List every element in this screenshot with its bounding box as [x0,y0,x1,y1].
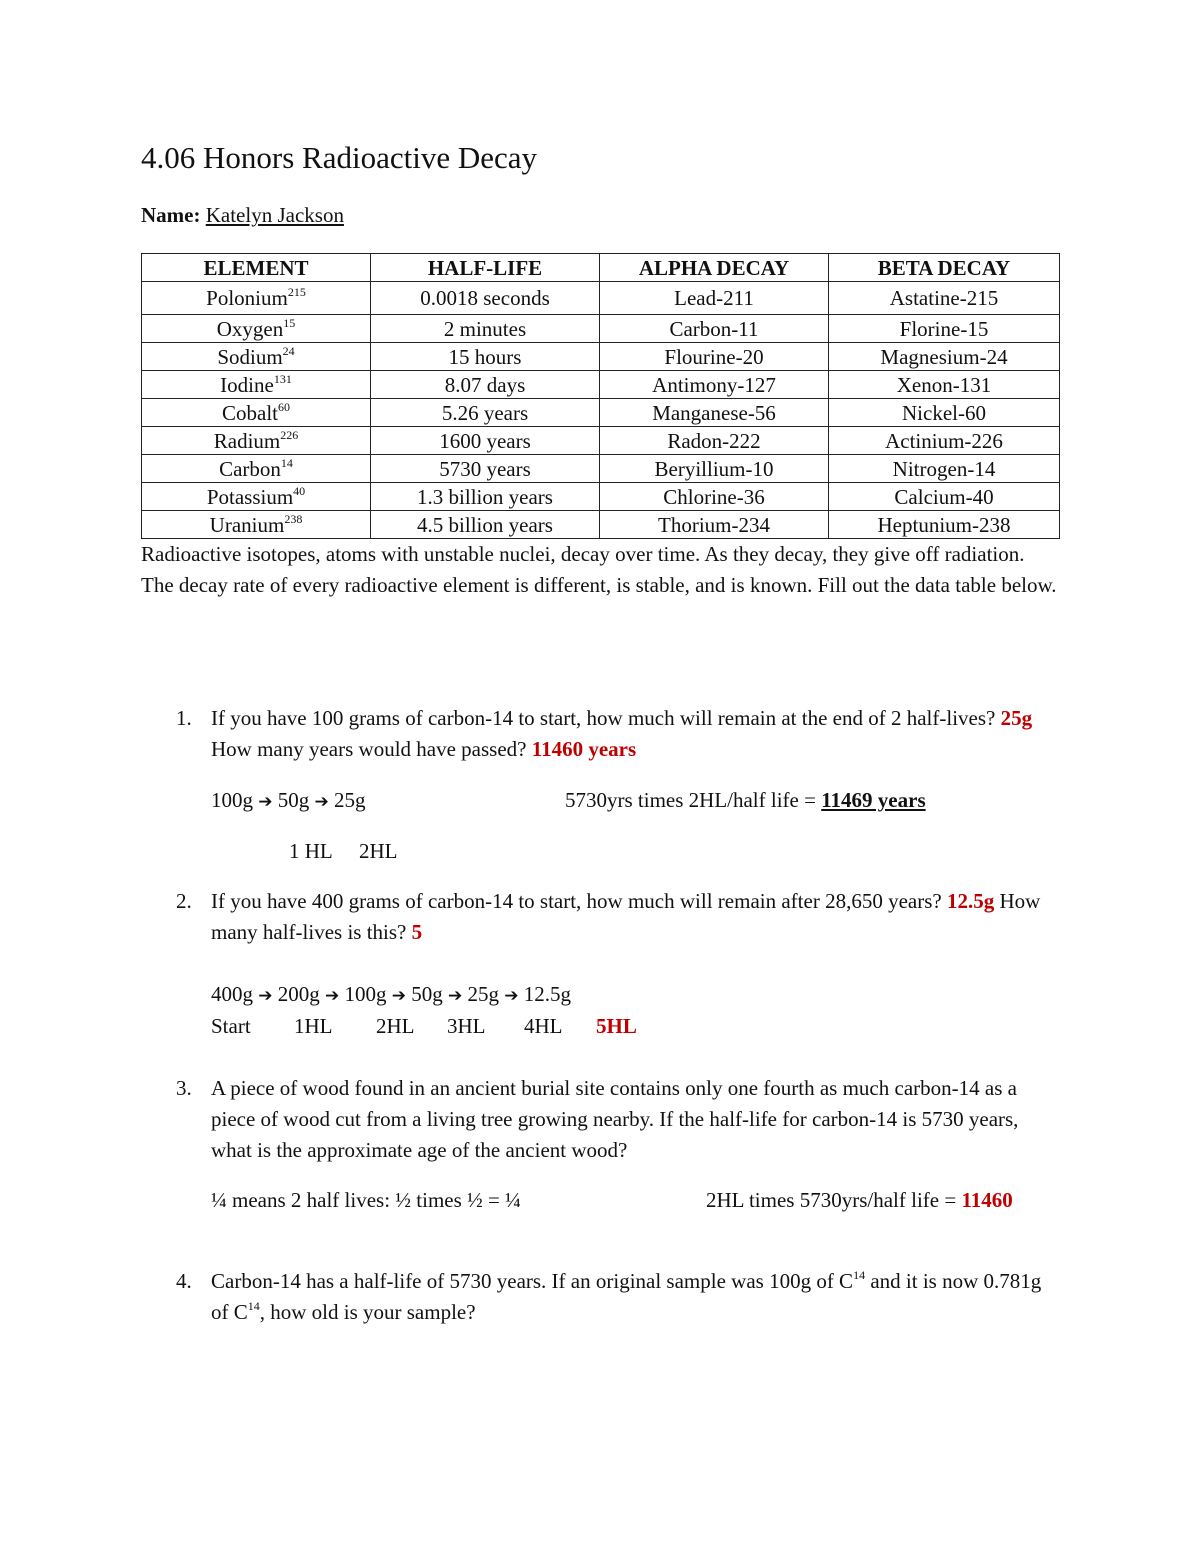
half-life-cell: 1600 years [371,427,600,455]
half-life-cell: 0.0018 seconds [371,282,600,315]
question-text: If you have 400 grams of carbon-14 to start, how much will remain after 28,650 years? [211,889,942,913]
table-row [142,343,1060,371]
header-element: ELEMENT [142,254,371,282]
superscript: 14 [247,1299,260,1313]
name-label: Name: [141,203,201,227]
element-cell [142,282,371,315]
mass-step: 25g [334,788,366,812]
half-life-cell: 8.07 days [371,371,600,399]
table-row [142,282,1060,315]
question-number: 4. [176,1269,192,1293]
student-name: Katelyn Jackson [205,203,344,227]
mass-step: 50g [411,982,443,1006]
half-life-cell: 4.5 billion years [371,511,600,539]
table-body [142,282,1060,539]
table-header-row [142,254,1060,282]
beta-decay-cell: Magnesium-24 [829,343,1060,371]
mass-number: 131 [273,371,292,386]
table-row [142,427,1060,455]
hl-label: Start [211,1014,251,1038]
beta-decay-cell: Xenon-131 [829,371,1060,399]
arrow-icon: ➔ [504,986,519,1006]
question-text: Carbon-14 has a half-life of 5730 years. If an original sample was 100g of C [211,1269,854,1293]
beta-decay-cell: Calcium-40 [829,483,1060,511]
element-name: Oxygen [216,316,284,341]
hl-label: 1 HL [289,839,333,863]
mass-number: 14 [280,455,293,470]
calculation-1 [565,785,926,816]
decay-table [141,253,1060,539]
beta-decay-cell: Astatine-215 [829,282,1060,315]
decay-chain-2 [211,979,571,1012]
work-right [706,1185,1013,1216]
element-cell [142,315,371,343]
superscript: 14 [853,1268,866,1282]
mass-number: 24 [282,343,295,358]
calc-answer: 11460 [961,1188,1013,1212]
alpha-decay-cell: Thorium-234 [600,511,829,539]
question-text: How many years would have passed? [211,737,527,761]
arrow-icon: ➔ [391,986,406,1006]
element-cell [142,427,371,455]
alpha-decay-cell: Carbon-11 [600,315,829,343]
element-cell [142,399,371,427]
mass-number: 40 [293,483,306,498]
half-life-cell: 5730 years [371,455,600,483]
question-text: How many half-lives is this? [211,889,1041,944]
half-life-cell: 5.26 years [371,399,600,427]
element-name: Uranium [209,512,285,537]
mass-step: 12.5g [523,982,571,1006]
beta-decay-cell: Florine-15 [829,315,1060,343]
hl-label: 2HL [359,839,398,863]
question-number: 3. [176,1076,192,1100]
alpha-decay-cell: Chlorine-36 [600,483,829,511]
alpha-decay-cell: Lead-211 [600,282,829,315]
alpha-decay-cell: Antimony-127 [600,371,829,399]
header-beta-decay: BETA DECAY [829,254,1060,282]
beta-decay-cell: Nitrogen-14 [829,455,1060,483]
half-life-cell: 2 minutes [371,315,600,343]
intro-paragraph: Radioactive isotopes, atoms with unstable nuclei, decay over time. As they decay, they give off radiation. The decay rate of every radioactive element is different, is stable, and is known. Fill out the data table below. [141,542,1057,597]
alpha-decay-cell: Beryillium-10 [600,455,829,483]
header-half-life: HALF-LIFE [371,254,600,282]
element-name: Carbon [219,456,281,481]
mass-number: 215 [287,285,306,299]
question-number: 1. [176,706,192,730]
question-3: A piece of wood found in an ancient burial site contains only one fourth as much carbon-14 as a piece of wood cut from a living tree growing nearby. If the half-life for carbon-14 is 5730 years, what is the approximate age of the ancient wood? [211,1076,1019,1162]
arrow-icon: ➔ [258,792,273,812]
element-cell [142,343,371,371]
arrow-icon: ➔ [258,986,273,1006]
question-text: If you have 100 grams of carbon-14 to start, how much will remain at the end of 2 half-lives? [211,706,996,730]
hl-label: 3HL [447,1014,486,1038]
name-line [141,203,344,228]
mass-step: 100g [344,982,387,1006]
table-row [142,399,1060,427]
arrow-icon: ➔ [314,792,329,812]
table-row [142,511,1060,539]
hl-label: 2HL [376,1014,415,1038]
half-life-cell: 15 hours [371,343,600,371]
element-name: Iodine [220,372,274,397]
element-name: Potassium [206,484,294,509]
alpha-decay-cell: Flourine-20 [600,343,829,371]
table-row [142,315,1060,343]
element-name: Cobalt [222,400,278,425]
work-left: ¼ means 2 half lives: ½ times ½ = ¼ [211,1188,521,1212]
mass-step: 25g [467,982,499,1006]
mass-number: 60 [278,399,290,414]
element-cell [142,455,371,483]
beta-decay-cell: Heptunium-238 [829,511,1060,539]
mass-step: 200g [277,982,320,1006]
hl-label: 4HL [524,1014,563,1038]
hl-label-answer: 5HL [596,1014,637,1038]
question-text: and it is now 0.781g of C [211,1269,1042,1324]
element-name: Sodium [217,344,283,369]
mass-step: 400g [211,982,253,1006]
question-4 [211,1266,1051,1328]
half-life-cell: 1.3 billion years [371,483,600,511]
mass-step: 50g [277,788,310,812]
table-row [142,483,1060,511]
beta-decay-cell: Actinium-226 [829,427,1060,455]
question-text: , how old is your sample? [259,1300,476,1324]
table-row [142,455,1060,483]
alpha-decay-cell: Radon-222 [600,427,829,455]
decay-chain-1 [211,785,366,818]
answer: 5 [411,920,423,944]
alpha-decay-cell: Manganese-56 [600,399,829,427]
arrow-icon: ➔ [448,986,463,1006]
arrow-icon: ➔ [325,986,340,1006]
question-1 [211,703,1051,765]
mass-step: 100g [211,788,253,812]
calc-answer: 11469 years [821,788,926,812]
question-2 [211,886,1051,948]
element-cell [142,371,371,399]
hl-label: 1HL [294,1014,333,1038]
header-alpha-decay: ALPHA DECAY [600,254,829,282]
question-number: 2. [176,889,192,913]
calc-text: 5730yrs times 2HL/half life = [565,788,822,812]
element-cell [142,511,371,539]
mass-number: 238 [284,511,303,526]
beta-decay-cell: Nickel-60 [829,399,1060,427]
element-name: Polonium [206,286,288,310]
element-name: Radium [213,428,281,453]
table-row [142,371,1060,399]
answer: 12.5g [946,889,995,913]
mass-number: 15 [283,315,296,330]
element-cell [142,483,371,511]
calc-text: 2HL times 5730yrs/half life = [706,1188,962,1212]
mass-number: 226 [280,427,299,442]
answer: 25g [1000,706,1033,730]
page-title: 4.06 Honors Radioactive Decay [141,140,537,175]
answer: 11460 years [531,737,637,761]
